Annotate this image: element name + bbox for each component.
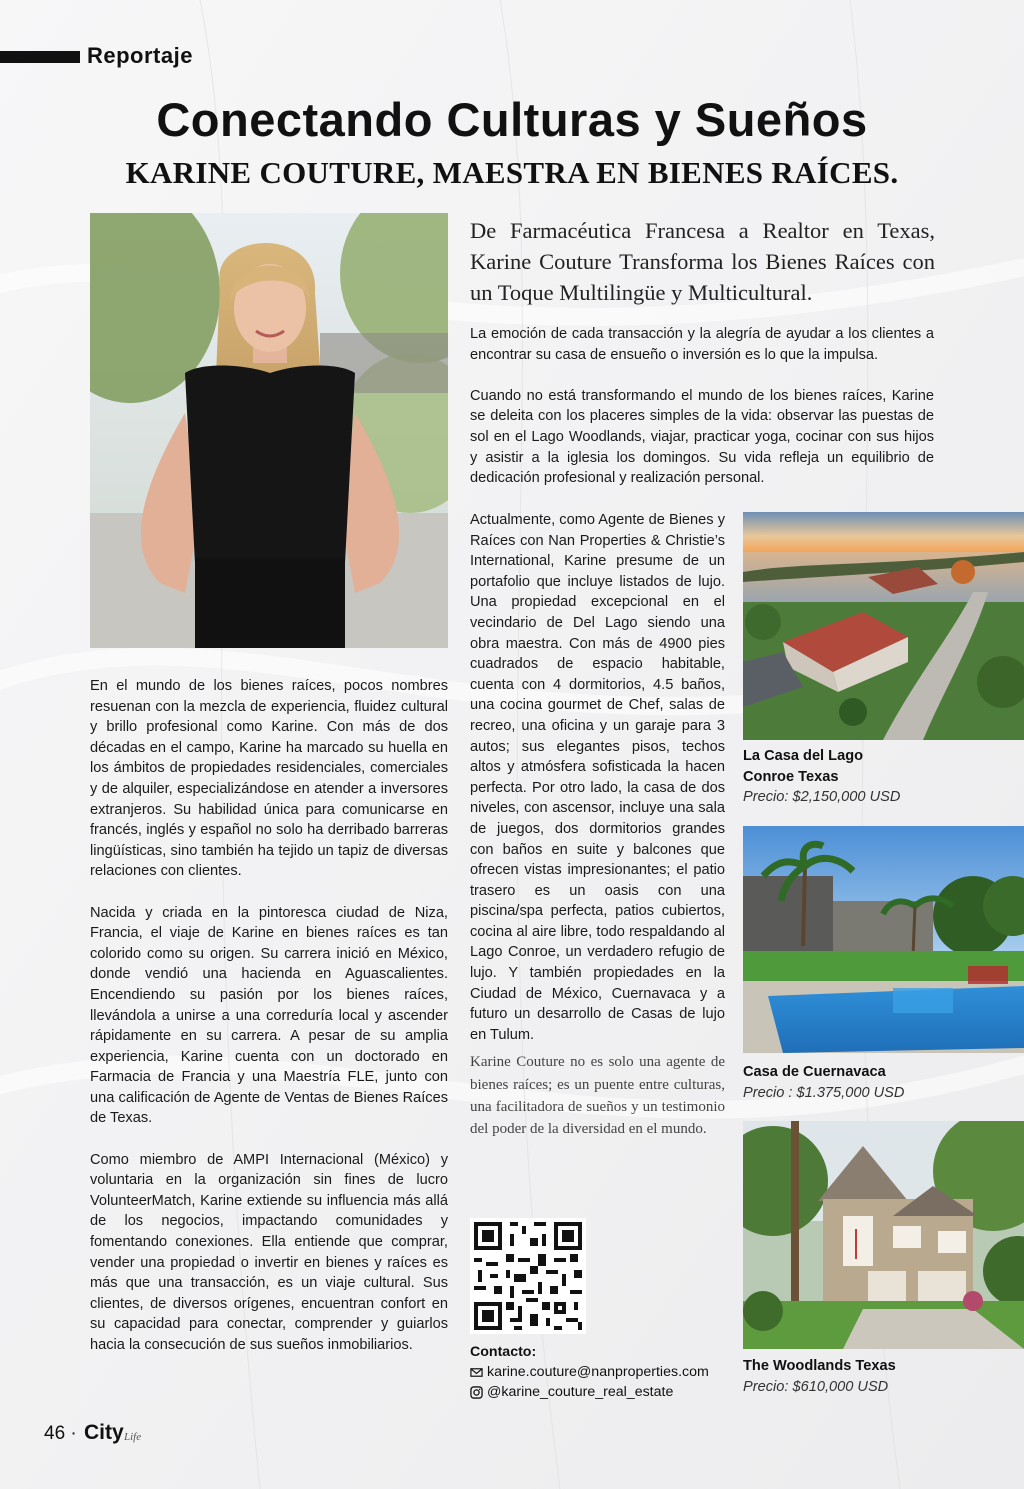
magazine-logo: City [84, 1421, 124, 1444]
property-price: Precio: $2,150,000 USD [743, 789, 901, 806]
article-title: Conectando Culturas y Sueños [156, 93, 868, 146]
article-deck: De Farmacéutica Francesa a Realtor en Texas, Karine Couture Transforma los Bienes Raíces con un Toque Multilingüe y Multicultural. [470, 218, 935, 305]
email-text[interactable]: karine.couture@nanproperties.com [487, 1364, 709, 1380]
instagram-icon [470, 1386, 483, 1399]
property-photo-cuernavaca [743, 826, 1024, 1053]
property-price: Precio : $1.375,000 USD [743, 1084, 905, 1101]
qr-code[interactable] [470, 1218, 586, 1334]
contact-instagram[interactable] [470, 1382, 740, 1402]
magazine-logo-sub: Life [124, 1431, 142, 1443]
paragraph: Como miembro de AMPI Internacional (México) y voluntaria en la organización sin fines de lucro VolunteerMatch, Karine extiende su influencia más allá de los negocios, impactando comunidades y fomentando conexiones. Ella entiende que comprar, vender una propiedad o invertir en bienes y raíces es más que una transacción, es un viaje cultural. Sus clientes, de diversos orígenes, encuentran confort en su capacidad para conectar, comprender y guiarlos hacia la consecución de sus sueños inmobiliarios. [90, 1151, 448, 1353]
property-name: La Casa del Lago Conroe Texas [743, 748, 864, 785]
section-bar [0, 51, 80, 63]
property-photo-woodlands [743, 1121, 1024, 1349]
paragraph: En el mundo de los bienes raíces, pocos nombres resuenan con la mezcla de experiencia, fluidez cultural y brillo profesional como Karine. Con más de dos décadas en el campo, Karine ha marcado su huella en los ámbitos de propiedades residenciales, comerciales y de alquiler, especializándose en atender a inversores extranjeros. Su habilidad única para comunicarse en francés, inglés y español no solo ha derribado barreras lingüísticas, sino también ha tejido un tapiz de diversas relaciones con clientes. [90, 678, 448, 880]
middle-column-text [470, 510, 725, 1141]
property-photo-lake-house [743, 512, 1024, 740]
paragraph: La emoción de cada transacción y la alegría de ayudar a los clientes a encontrar su casa de ensueño o inversión es lo que la impulsa. [470, 326, 934, 363]
paragraph: Nacida y criada en la pintoresca ciudad de Niza, Francia, el viaje de Karine en bienes raíces es tan colorido como su origen. Su carrera inició en México, donde vendió una hacienda en Aguascalientes. Encendiendo su pasión por los bienes raíces, llevándola a unirse a una correduría local y ascender rápidamente en su carrera. A pesar de su amplia experiencia, Karine cuenta con un doctorado en Farmacia de Francia y una Maestría FLE, junto con una calificación de Agente de Ventas de Bienes Raíces de Texas. [90, 904, 448, 1127]
contact-block [470, 1342, 740, 1402]
property-price: Precio: $610,000 USD [743, 1378, 889, 1395]
contact-title: Contacto: [470, 1344, 537, 1360]
pull-quote: Karine Couture no es solo una agente de bienes raíces; es un puente entre culturas, una facilitadora de sueños y un testimonio del poder de la diversidad en el mundo. [470, 1054, 725, 1138]
right-top-text [470, 324, 934, 509]
property-caption [743, 1062, 1023, 1103]
property-name: Casa de Cuernavaca [743, 1064, 886, 1080]
left-column-text [90, 676, 448, 1376]
instagram-text[interactable]: @karine_couture_real_estate [487, 1384, 674, 1400]
paragraph: Cuando no está transformando el mundo de los bienes raíces, Karine se deleita con los placeres simples de la vida: observar las puestas de sol en el Lago Woodlands, viajar, practicar yoga, cocinar con sus hijos y asistir a la iglesia los domingos. Su vida refleja un equilibrio de dedicación profesional y realización personal. [470, 387, 934, 487]
property-name: The Woodlands Texas [743, 1358, 896, 1374]
section-label: Reportaje [87, 43, 193, 68]
paragraph: Actualmente, como Agente de Bienes y Raíces con Nan Properties & Christie’s International, Karine presume de un portafolio que incluye listados de lujo. Una propiedad excepcional en el vecindario de Del Lago siendo una obra maestra. Con más de 4900 pies cuadrados de espacio habitable, cuenta con 4 dormitorios, 4.5 baños, una cocina gourmet de Chef, salas de recreo, una oficina y un garaje para 3 autos; sus elegantes pisos, techos altos y atmósfera sofisticada la hacen perfecta. Por otro lado, la casa de dos niveles, con ascensor, incluye una sala de juegos, dos dormitorios grandes con baños en suite y balcones que ofrecen vistas impresionantes; el patio trasero es un oasis con una piscina/spa perfecta, patios cubiertos, cocina al aire libre, todo respaldando al Lago Conroe, un verdadero refugio de lujo. Y también propiedades en la Ciudad de México, Cuernavaca y a futuro un desarrollo de Casas de lujo en Tulum. [470, 512, 725, 1043]
property-caption [743, 746, 1023, 808]
portrait-photo [90, 213, 448, 648]
property-caption [743, 1356, 1023, 1397]
contact-email[interactable] [470, 1362, 740, 1382]
article-subtitle: KARINE COUTURE, MAESTRA EN BIENES RAÍCES. [125, 155, 899, 190]
page-number: 46 · [44, 1423, 77, 1444]
envelope-icon [470, 1366, 483, 1379]
